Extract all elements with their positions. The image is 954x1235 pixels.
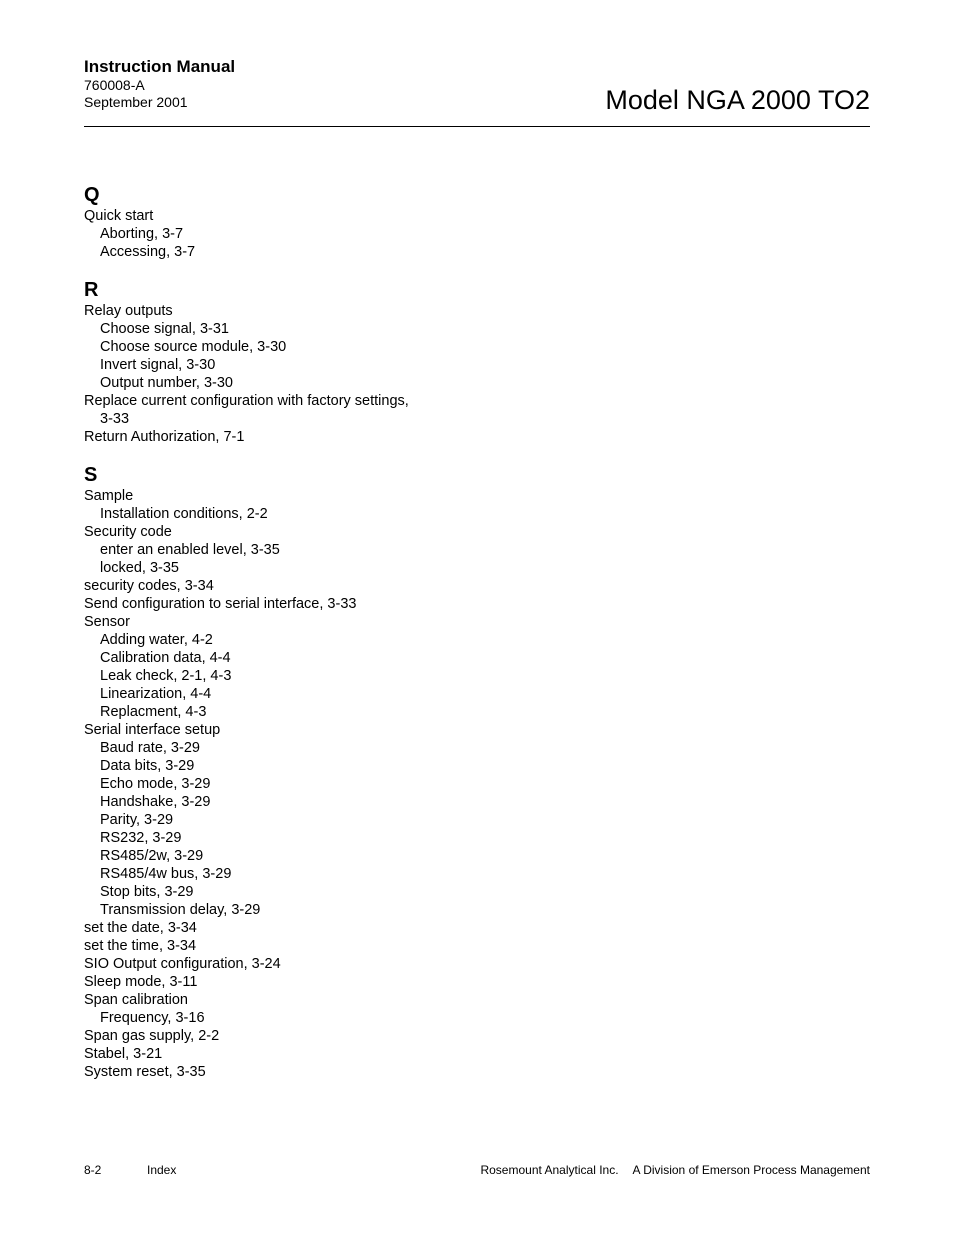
index-entry: Replace current configuration with factory settings, xyxy=(84,393,409,409)
index-entry: Serial interface setup xyxy=(84,722,221,738)
index-entry: Sleep mode, 3-11 xyxy=(84,974,198,990)
index-subentry: Replacment, 4-3 xyxy=(100,704,207,720)
index-subentry: enter an enabled level, 3-35 xyxy=(100,542,280,558)
index-entry: security codes, 3-34 xyxy=(84,578,214,594)
index-entry: System reset, 3-35 xyxy=(84,1064,206,1080)
company-name: Rosemount Analytical Inc. xyxy=(480,1163,619,1177)
index-entry: Security code xyxy=(84,524,172,540)
doc-date: September 2001 xyxy=(84,94,188,110)
section-letter: R xyxy=(84,279,99,301)
section-letter: Q xyxy=(84,184,100,206)
index-section xyxy=(84,278,584,446)
index-entry: Stabel, 3-21 xyxy=(84,1046,163,1062)
index-subentry: RS232, 3-29 xyxy=(100,830,182,846)
index-subentry: Echo mode, 3-29 xyxy=(100,776,211,792)
company-division: A Division of Emerson Process Management xyxy=(632,1163,870,1177)
index-entry: SIO Output configuration, 3-24 xyxy=(84,956,281,972)
page-number: 8-2 xyxy=(84,1163,102,1177)
index-entry: Return Authorization, 7-1 xyxy=(84,429,245,445)
index-subentry: Installation conditions, 2-2 xyxy=(100,506,268,522)
doc-number: 760008-A xyxy=(84,77,145,93)
index-subentry: RS485/2w, 3-29 xyxy=(100,848,204,864)
index-section xyxy=(84,183,584,261)
index-subentry: Adding water, 4-2 xyxy=(100,632,213,648)
index-subentry: Data bits, 3-29 xyxy=(100,758,195,774)
index-entry: Send configuration to serial interface, 3-33 xyxy=(84,596,357,612)
index-entry: Span gas supply, 2-2 xyxy=(84,1028,220,1044)
index-subentry: Output number, 3-30 xyxy=(100,375,233,391)
index-subentry: Leak check, 2-1, 4-3 xyxy=(100,668,232,684)
index-subentry: 3-33 xyxy=(100,411,130,427)
index-subentry: Baud rate, 3-29 xyxy=(100,740,200,756)
index-subentry: Stop bits, 3-29 xyxy=(100,884,194,900)
index-subentry: locked, 3-35 xyxy=(100,560,179,576)
header-left xyxy=(84,57,235,111)
index-subentry: RS485/4w bus, 3-29 xyxy=(100,866,232,882)
index-subentry: Choose source module, 3-30 xyxy=(100,339,287,355)
manual-title: Instruction Manual xyxy=(84,57,236,76)
index-subentry: Linearization, 4-4 xyxy=(100,686,212,702)
footer-section-name: Index xyxy=(147,1163,177,1177)
footer-company xyxy=(480,1163,870,1178)
index-entry: Span calibration xyxy=(84,992,188,1008)
index-entry: Sample xyxy=(84,488,134,504)
index-subentry: Invert signal, 3-30 xyxy=(100,357,216,373)
index-entry: Sensor xyxy=(84,614,130,630)
index-entry: Quick start xyxy=(84,208,154,224)
model-title: Model NGA 2000 TO2 xyxy=(605,85,870,115)
index-entry: set the time, 3-34 xyxy=(84,938,197,954)
header-divider xyxy=(84,126,870,127)
index-subentry: Aborting, 3-7 xyxy=(100,226,184,242)
index-subentry: Choose signal, 3-31 xyxy=(100,321,229,337)
index-subentry: Calibration data, 4-4 xyxy=(100,650,231,666)
index-entry: Relay outputs xyxy=(84,303,173,319)
index-body xyxy=(84,183,584,1081)
index-subentry: Frequency, 3-16 xyxy=(100,1010,205,1026)
section-letter: S xyxy=(84,464,98,486)
index-entry: set the date, 3-34 xyxy=(84,920,197,936)
index-subentry: Handshake, 3-29 xyxy=(100,794,211,810)
index-subentry: Accessing, 3-7 xyxy=(100,244,196,260)
index-subentry: Transmission delay, 3-29 xyxy=(100,902,261,918)
index-subentry: Parity, 3-29 xyxy=(100,812,174,828)
index-section xyxy=(84,463,584,1081)
